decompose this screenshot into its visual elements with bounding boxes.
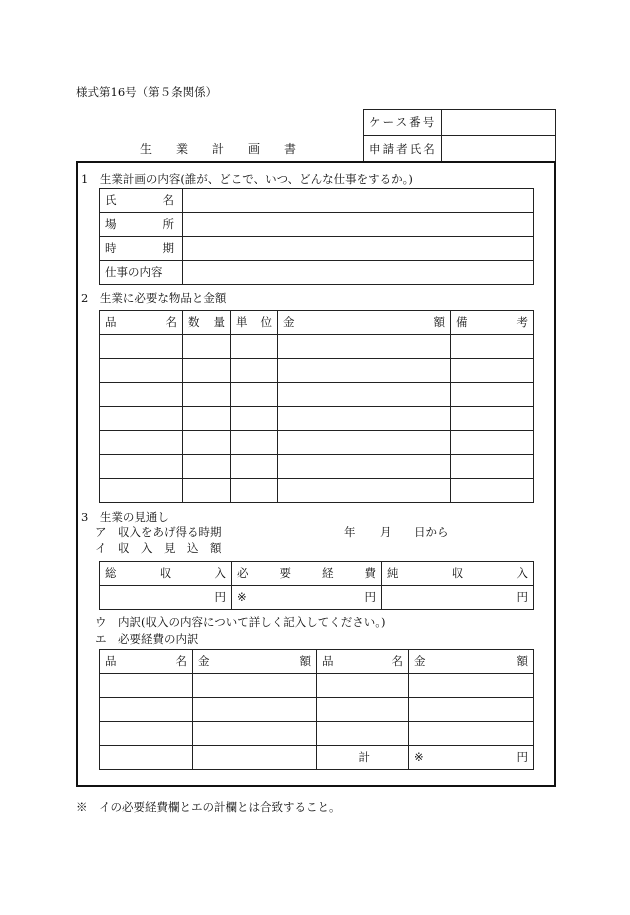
unit-cell[interactable]	[231, 335, 278, 359]
amount-header-b: 額	[516, 654, 528, 668]
day-from-label: 日から	[414, 525, 449, 539]
yen-unit: 円	[516, 750, 528, 764]
amount-cell[interactable]	[278, 359, 451, 383]
section1-table	[99, 188, 534, 285]
amount-cell[interactable]	[278, 383, 451, 407]
remarks-cell[interactable]	[451, 407, 534, 431]
case-number-field[interactable]	[442, 110, 556, 136]
table-row	[100, 698, 317, 722]
qty-cell[interactable]	[183, 335, 231, 359]
income-value-row	[100, 586, 534, 610]
item-cell[interactable]	[100, 383, 183, 407]
item-cell[interactable]	[317, 698, 409, 722]
place-label: 場 所	[100, 213, 183, 237]
item-cell[interactable]	[100, 359, 183, 383]
table-row	[100, 746, 317, 770]
mark-symbol: ※	[414, 750, 424, 764]
section1-heading: 1 生業計画の内容(誰が、どこで、いつ、どんな仕事をするか。)	[81, 172, 413, 186]
net-income-a: 純	[387, 566, 399, 580]
unit-header-b: 位	[260, 315, 272, 329]
amount-cell[interactable]	[193, 674, 317, 698]
form-number: 様式第16号（第５条関係）	[76, 85, 218, 99]
unit-cell[interactable]	[231, 383, 278, 407]
item-header-b: 名	[165, 315, 177, 329]
unit-header-a: 単	[236, 315, 248, 329]
breakdown-table-right	[316, 649, 534, 770]
item-cell[interactable]	[100, 407, 183, 431]
amount-cell[interactable]	[278, 407, 451, 431]
total-row	[317, 746, 534, 770]
amount-header-a: 金	[414, 654, 426, 668]
item-header-b: 名	[391, 654, 403, 668]
remarks-header-b: 考	[516, 315, 528, 329]
table-row	[100, 407, 534, 431]
footnote: ※ イの必要経費欄とエの計欄とは合致すること。	[76, 800, 341, 814]
mark-symbol: ※	[237, 590, 247, 604]
qty-header-a: 数	[188, 315, 200, 329]
period-label: 時 期	[100, 237, 183, 261]
yen-unit: 円	[214, 590, 226, 604]
qty-cell[interactable]	[183, 431, 231, 455]
amount-header-a: 金	[283, 315, 295, 329]
item-cell[interactable]	[100, 722, 193, 746]
amount-cell[interactable]	[278, 455, 451, 479]
table-row	[317, 674, 534, 698]
items-header-row	[100, 311, 534, 335]
qty-cell[interactable]	[183, 455, 231, 479]
amount-cell[interactable]	[409, 722, 534, 746]
amount-header-a: 金	[198, 654, 210, 668]
qty-cell[interactable]	[183, 407, 231, 431]
item-cell[interactable]	[100, 335, 183, 359]
header-box	[363, 109, 556, 163]
name-field[interactable]	[183, 189, 534, 213]
applicant-name-field[interactable]	[442, 136, 556, 163]
job-content-field[interactable]	[183, 261, 534, 285]
table-row	[100, 722, 317, 746]
amount-cell[interactable]	[278, 479, 451, 503]
total-income-a: 総	[105, 566, 117, 580]
table-row	[100, 359, 534, 383]
expense-a: 必	[237, 566, 249, 580]
expense-c: 経	[322, 566, 334, 580]
section3-heading: 3 生業の見通し	[81, 510, 169, 524]
qty-cell[interactable]	[183, 383, 231, 407]
table-row	[100, 431, 534, 455]
qty-header-b: 量	[213, 315, 225, 329]
amount-header-b: 額	[433, 315, 445, 329]
yen-unit: 円	[516, 590, 528, 604]
remarks-cell[interactable]	[451, 383, 534, 407]
unit-cell[interactable]	[231, 431, 278, 455]
remarks-header-a: 備	[456, 315, 468, 329]
income-header-row	[100, 562, 534, 586]
page-title: 生 業 計 画 書	[140, 142, 297, 156]
amount-cell[interactable]	[193, 746, 317, 770]
expense-field[interactable]	[232, 586, 382, 610]
yen-unit: 円	[364, 590, 376, 604]
qty-cell[interactable]	[183, 359, 231, 383]
item-cell[interactable]	[100, 674, 193, 698]
unit-cell[interactable]	[231, 359, 278, 383]
amount-cell[interactable]	[409, 698, 534, 722]
unit-cell[interactable]	[231, 479, 278, 503]
case-number-label: ケース番号	[364, 110, 442, 136]
remarks-cell[interactable]	[451, 479, 534, 503]
amount-header-b: 額	[299, 654, 311, 668]
job-content-label: 仕事の内容	[100, 261, 183, 285]
expected-income-label: イ 収 入 見 込 額	[95, 541, 222, 555]
year-label: 年	[344, 525, 356, 539]
remarks-cell[interactable]	[451, 455, 534, 479]
item-cell[interactable]	[100, 746, 193, 770]
item-cell[interactable]	[100, 455, 183, 479]
section2-heading: 2 生業に必要な物品と金額	[81, 291, 227, 305]
table-row	[100, 335, 534, 359]
total-label: 計	[317, 746, 409, 770]
amount-cell[interactable]	[193, 722, 317, 746]
expense-d: 費	[364, 566, 376, 580]
table-row	[317, 722, 534, 746]
net-income-c: 入	[516, 566, 528, 580]
item-cell[interactable]	[317, 674, 409, 698]
amount-cell[interactable]	[278, 431, 451, 455]
expense-b: 要	[279, 566, 291, 580]
item-cell[interactable]	[100, 698, 193, 722]
item-header-b: 名	[175, 654, 187, 668]
table-row	[100, 479, 534, 503]
item-header-a: 品	[105, 315, 117, 329]
remarks-cell[interactable]	[451, 359, 534, 383]
remarks-cell[interactable]	[451, 335, 534, 359]
income-period-label: ア 収入をあげ得る時期	[95, 525, 222, 539]
item-cell[interactable]	[317, 722, 409, 746]
items-table	[99, 310, 534, 503]
breakdown-note: ウ 内訳(収入の内容について詳しく記入してください。)	[95, 615, 386, 629]
remarks-cell[interactable]	[451, 431, 534, 455]
net-income-b: 収	[451, 566, 464, 580]
income-table	[99, 561, 534, 610]
item-cell[interactable]	[100, 431, 183, 455]
table-row	[317, 698, 534, 722]
amount-cell[interactable]	[409, 674, 534, 698]
place-field[interactable]	[183, 213, 534, 237]
breakdown-table-left	[99, 649, 317, 770]
amount-cell[interactable]	[278, 335, 451, 359]
table-row	[100, 674, 317, 698]
item-header-a: 品	[105, 654, 117, 668]
unit-cell[interactable]	[231, 407, 278, 431]
total-amount-field[interactable]	[409, 746, 534, 770]
expense-breakdown-label: エ 必要経費の内訳	[95, 632, 199, 646]
period-field[interactable]	[183, 237, 534, 261]
amount-cell[interactable]	[193, 698, 317, 722]
name-label: 氏 名	[100, 189, 183, 213]
net-income-field[interactable]	[382, 586, 534, 610]
table-row	[100, 383, 534, 407]
item-cell[interactable]	[100, 479, 183, 503]
total-income-field[interactable]	[100, 586, 232, 610]
month-label: 月	[380, 525, 392, 539]
table-row	[100, 455, 534, 479]
total-income-b: 収	[159, 566, 172, 580]
unit-cell[interactable]	[231, 455, 278, 479]
qty-cell[interactable]	[183, 479, 231, 503]
breakdown-header-row	[100, 650, 317, 674]
item-header-a: 品	[322, 654, 334, 668]
total-income-c: 入	[214, 566, 226, 580]
breakdown-header-row	[317, 650, 534, 674]
applicant-name-label: 申請者氏名	[364, 136, 442, 163]
